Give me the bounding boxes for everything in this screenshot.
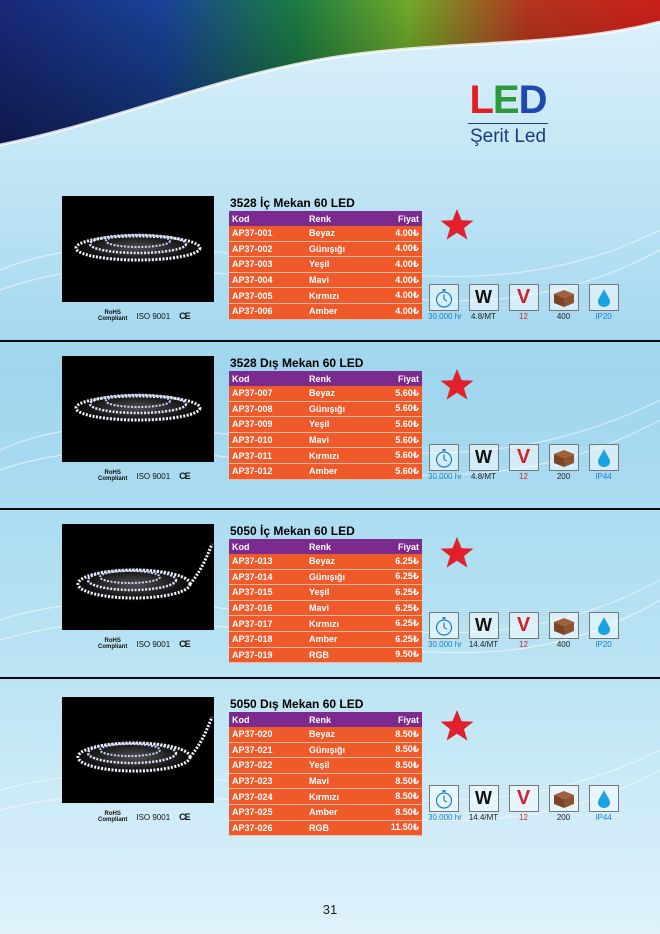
header-code: Kod bbox=[232, 541, 250, 552]
product-color: Beyaz bbox=[309, 556, 336, 567]
header-code: Kod bbox=[232, 714, 250, 725]
product-code: AP37-008 bbox=[232, 403, 273, 414]
table-row bbox=[229, 648, 422, 664]
product-price: 5.60₺ bbox=[395, 387, 419, 398]
price-table bbox=[229, 211, 422, 320]
product-price: 6.25₺ bbox=[395, 633, 419, 644]
ce-mark: CE bbox=[179, 311, 190, 321]
certification-marks bbox=[98, 638, 190, 650]
table-row bbox=[229, 448, 422, 464]
product-color: Kırmızı bbox=[309, 450, 340, 461]
ce-mark: CE bbox=[179, 471, 190, 481]
table-row bbox=[229, 417, 422, 433]
iso-9001-label: ISO 9001 bbox=[136, 471, 171, 481]
certification-marks bbox=[98, 470, 190, 482]
rohs-logo: RoHS Compliant bbox=[98, 310, 128, 322]
table-row bbox=[229, 743, 422, 759]
water-drop-icon bbox=[596, 616, 612, 636]
voltage-value: 12 bbox=[519, 813, 528, 822]
stopwatch-icon bbox=[433, 788, 455, 810]
product-code: AP37-004 bbox=[232, 275, 273, 286]
table-row bbox=[229, 601, 422, 617]
product-color: Beyaz bbox=[309, 729, 336, 740]
header-color: Renk bbox=[309, 373, 332, 384]
product-price: 11.50₺ bbox=[390, 822, 419, 833]
product-code: AP37-014 bbox=[232, 571, 273, 582]
voltage-spec bbox=[508, 785, 539, 822]
power-value: 4.8/MT bbox=[471, 472, 496, 481]
product-price: 6.25₺ bbox=[395, 602, 419, 613]
product-code: AP37-026 bbox=[232, 822, 273, 833]
rohs-logo: RoHS Compliant bbox=[98, 811, 128, 823]
product-price: 8.50₺ bbox=[395, 806, 419, 817]
certification-marks bbox=[98, 310, 190, 322]
stopwatch-icon bbox=[433, 615, 455, 637]
ip-rating-value: IP44 bbox=[595, 813, 612, 822]
table-row bbox=[229, 273, 422, 289]
product-code: AP37-022 bbox=[232, 760, 273, 771]
product-color: Yeşil bbox=[309, 419, 330, 430]
logo-letter-l: L bbox=[469, 78, 493, 122]
table-row bbox=[229, 805, 422, 821]
package-value: 400 bbox=[556, 312, 571, 321]
lifetime-value: 30.000 hr bbox=[428, 640, 462, 649]
price-table-header bbox=[229, 712, 422, 727]
voltage-spec bbox=[508, 444, 539, 481]
product-price: 8.50₺ bbox=[395, 791, 419, 802]
volt-icon: V bbox=[516, 614, 531, 636]
product-color: Amber bbox=[309, 306, 338, 317]
header-price: Fiyat bbox=[397, 373, 419, 384]
stopwatch-icon bbox=[433, 447, 455, 469]
voltage-value: 12 bbox=[519, 472, 528, 481]
voltage-spec bbox=[508, 284, 539, 321]
product-code: AP37-018 bbox=[232, 634, 273, 645]
header-code: Kod bbox=[232, 213, 250, 224]
product-color: Günışığı bbox=[309, 744, 345, 755]
product-price: 6.25₺ bbox=[395, 586, 419, 597]
table-row bbox=[229, 727, 422, 743]
rohs-logo: RoHS Compliant bbox=[98, 470, 128, 482]
watt-icon: W bbox=[475, 615, 492, 635]
header-color: Renk bbox=[309, 541, 332, 552]
page-number: 31 bbox=[322, 902, 338, 917]
box-icon bbox=[552, 448, 576, 468]
table-row bbox=[229, 554, 422, 570]
product-price: 8.50₺ bbox=[395, 775, 419, 786]
product-price: 9.50₺ bbox=[395, 649, 419, 660]
price-table bbox=[229, 712, 422, 836]
box-icon bbox=[552, 288, 576, 308]
table-row bbox=[229, 304, 422, 320]
ip-rating-value: IP44 bbox=[595, 472, 612, 481]
water-drop-icon bbox=[596, 448, 612, 468]
header-code: Kod bbox=[232, 373, 250, 384]
product-price: 5.60₺ bbox=[395, 465, 419, 476]
star-icon bbox=[440, 536, 474, 570]
product-price: 4.00₺ bbox=[395, 305, 419, 316]
package-spec bbox=[548, 444, 579, 481]
water-drop-icon bbox=[596, 789, 612, 809]
watt-icon: W bbox=[475, 447, 492, 467]
product-color: Amber bbox=[309, 466, 338, 477]
header-price: Fiyat bbox=[397, 714, 419, 725]
power-value: 4.8/MT bbox=[471, 312, 496, 321]
ip-spec bbox=[588, 612, 619, 649]
spec-icons bbox=[428, 785, 619, 822]
package-spec bbox=[548, 284, 579, 321]
package-spec bbox=[548, 612, 579, 649]
product-color: Mavi bbox=[309, 275, 330, 286]
package-value: 200 bbox=[556, 472, 571, 481]
lifetime-spec bbox=[428, 785, 462, 822]
iso-9001-label: ISO 9001 bbox=[136, 639, 171, 649]
table-row bbox=[229, 570, 422, 586]
table-row bbox=[229, 242, 422, 258]
brand-subtitle: Şerit Led bbox=[469, 126, 547, 147]
package-spec bbox=[548, 785, 579, 822]
ce-mark: CE bbox=[179, 639, 190, 649]
product-color: Yeşil bbox=[309, 587, 330, 598]
product-price: 4.00₺ bbox=[395, 243, 419, 254]
section-divider bbox=[0, 677, 660, 679]
product-code: AP37-011 bbox=[232, 450, 273, 461]
watt-icon: W bbox=[475, 788, 492, 808]
product-price: 4.00₺ bbox=[395, 258, 419, 269]
lifetime-spec bbox=[428, 284, 462, 321]
table-row bbox=[229, 789, 422, 805]
table-row bbox=[229, 288, 422, 304]
product-code: AP37-007 bbox=[232, 388, 273, 399]
package-value: 200 bbox=[556, 813, 571, 822]
product-price: 5.60₺ bbox=[395, 403, 419, 414]
power-value: 14.4/MT bbox=[468, 640, 499, 649]
product-color: Yeşil bbox=[309, 259, 330, 270]
product-price: 6.25₺ bbox=[395, 555, 419, 566]
product-photo bbox=[62, 356, 214, 462]
product-color: Kırmızı bbox=[309, 290, 340, 301]
product-color: Günışığı bbox=[309, 243, 345, 254]
ce-mark: CE bbox=[179, 812, 190, 822]
stopwatch-icon bbox=[433, 287, 455, 309]
product-code: AP37-013 bbox=[232, 556, 273, 567]
table-row bbox=[229, 616, 422, 632]
product-code: AP37-002 bbox=[232, 243, 273, 254]
spec-icons bbox=[428, 284, 619, 321]
product-price: 8.50₺ bbox=[395, 728, 419, 739]
led-strip-image bbox=[62, 697, 214, 803]
section-title: 5050 İç Mekan 60 LED bbox=[230, 524, 355, 538]
product-color: Yeşil bbox=[309, 760, 330, 771]
logo-letter-d: D bbox=[518, 78, 547, 122]
table-row bbox=[229, 433, 422, 449]
brand-divider bbox=[468, 123, 548, 124]
product-code: AP37-024 bbox=[232, 791, 273, 802]
logo-letter-e: E bbox=[492, 78, 519, 122]
iso-9001-label: ISO 9001 bbox=[136, 812, 171, 822]
product-code: AP37-003 bbox=[232, 259, 273, 270]
product-price: 6.25₺ bbox=[395, 571, 419, 582]
section-divider bbox=[0, 508, 660, 510]
price-table-header bbox=[229, 539, 422, 554]
product-code: AP37-001 bbox=[232, 228, 273, 239]
table-row bbox=[229, 386, 422, 402]
spec-icons bbox=[428, 444, 619, 481]
product-color: Günışığı bbox=[309, 403, 345, 414]
price-table bbox=[229, 371, 422, 480]
table-row bbox=[229, 257, 422, 273]
power-spec bbox=[468, 444, 499, 481]
lifetime-value: 30.000 hr bbox=[428, 312, 462, 321]
product-color: RGB bbox=[309, 822, 329, 833]
product-code: AP37-016 bbox=[232, 603, 273, 614]
section-title: 3528 Dış Mekan 60 LED bbox=[230, 356, 364, 370]
package-value: 400 bbox=[556, 640, 571, 649]
product-color: Günışığı bbox=[309, 571, 345, 582]
product-price: 8.50₺ bbox=[395, 744, 419, 755]
box-icon bbox=[552, 616, 576, 636]
section-divider bbox=[0, 340, 660, 342]
voltage-spec bbox=[508, 612, 539, 649]
led-strip-image bbox=[62, 196, 214, 302]
product-color: Amber bbox=[309, 807, 338, 818]
power-spec bbox=[468, 284, 499, 321]
star-icon bbox=[440, 208, 474, 242]
table-row bbox=[229, 758, 422, 774]
product-code: AP37-019 bbox=[232, 649, 273, 660]
voltage-value: 12 bbox=[519, 312, 528, 321]
iso-9001-label: ISO 9001 bbox=[136, 311, 171, 321]
brand-block bbox=[468, 80, 548, 148]
product-photo bbox=[62, 697, 214, 803]
product-price: 5.60₺ bbox=[395, 434, 419, 445]
water-drop-icon bbox=[596, 288, 612, 308]
certification-marks bbox=[98, 811, 190, 823]
product-price: 4.00₺ bbox=[395, 274, 419, 285]
product-code: AP37-005 bbox=[232, 290, 273, 301]
section-title: 3528 İç Mekan 60 LED bbox=[230, 196, 355, 210]
led-strip-image bbox=[62, 524, 214, 630]
ip-rating-value: IP20 bbox=[595, 312, 612, 321]
product-color: Mavi bbox=[309, 776, 330, 787]
header-price: Fiyat bbox=[397, 213, 419, 224]
product-photo bbox=[62, 524, 214, 630]
table-row bbox=[229, 402, 422, 418]
ip-spec bbox=[588, 284, 619, 321]
table-row bbox=[229, 632, 422, 648]
table-row bbox=[229, 821, 422, 837]
spec-icons bbox=[428, 612, 619, 649]
product-color: Kırmızı bbox=[309, 791, 340, 802]
lifetime-spec bbox=[428, 444, 462, 481]
product-price: 5.60₺ bbox=[395, 450, 419, 461]
product-color: Beyaz bbox=[309, 388, 336, 399]
product-color: Kırmızı bbox=[309, 618, 340, 629]
product-color: Mavi bbox=[309, 435, 330, 446]
led-strip-image bbox=[62, 356, 214, 462]
table-row bbox=[229, 226, 422, 242]
section-title: 5050 Dış Mekan 60 LED bbox=[230, 697, 364, 711]
header-color: Renk bbox=[309, 714, 332, 725]
volt-icon: V bbox=[516, 446, 531, 468]
voltage-value: 12 bbox=[519, 640, 528, 649]
product-color: Beyaz bbox=[309, 228, 336, 239]
ip-rating-value: IP20 bbox=[595, 640, 612, 649]
rainbow-header-wave bbox=[0, 0, 660, 175]
volt-icon: V bbox=[516, 286, 531, 308]
product-code: AP37-023 bbox=[232, 776, 273, 787]
product-price: 8.50₺ bbox=[395, 759, 419, 770]
price-table-header bbox=[229, 371, 422, 386]
table-row bbox=[229, 585, 422, 601]
header-color: Renk bbox=[309, 213, 332, 224]
lifetime-value: 30.000 hr bbox=[428, 813, 462, 822]
box-icon bbox=[552, 789, 576, 809]
star-icon bbox=[440, 368, 474, 402]
ip-spec bbox=[588, 785, 619, 822]
product-color: Mavi bbox=[309, 603, 330, 614]
watt-icon: W bbox=[475, 287, 492, 307]
rohs-logo: RoHS Compliant bbox=[98, 638, 128, 650]
star-icon bbox=[440, 709, 474, 743]
product-price: 6.25₺ bbox=[395, 618, 419, 629]
ip-spec bbox=[588, 444, 619, 481]
price-table-header bbox=[229, 211, 422, 226]
product-photo bbox=[62, 196, 214, 302]
led-logo bbox=[468, 80, 548, 120]
product-code: AP37-015 bbox=[232, 587, 273, 598]
price-table bbox=[229, 539, 422, 663]
power-spec bbox=[468, 612, 499, 649]
product-code: AP37-006 bbox=[232, 306, 273, 317]
table-row bbox=[229, 464, 422, 480]
product-code: AP37-017 bbox=[232, 618, 273, 629]
product-code: AP37-010 bbox=[232, 435, 273, 446]
product-code: AP37-012 bbox=[232, 466, 273, 477]
lifetime-spec bbox=[428, 612, 462, 649]
product-code: AP37-020 bbox=[232, 729, 273, 740]
product-price: 5.60₺ bbox=[395, 418, 419, 429]
table-row bbox=[229, 774, 422, 790]
product-price: 4.00₺ bbox=[395, 227, 419, 238]
product-code: AP37-009 bbox=[232, 419, 273, 430]
volt-icon: V bbox=[516, 787, 531, 809]
power-spec bbox=[468, 785, 499, 822]
product-price: 4.00₺ bbox=[395, 290, 419, 301]
product-code: AP37-021 bbox=[232, 744, 273, 755]
product-color: RGB bbox=[309, 649, 329, 660]
product-code: AP37-025 bbox=[232, 807, 273, 818]
product-color: Amber bbox=[309, 634, 338, 645]
header-price: Fiyat bbox=[397, 541, 419, 552]
lifetime-value: 30.000 hr bbox=[428, 472, 462, 481]
power-value: 14.4/MT bbox=[468, 813, 499, 822]
